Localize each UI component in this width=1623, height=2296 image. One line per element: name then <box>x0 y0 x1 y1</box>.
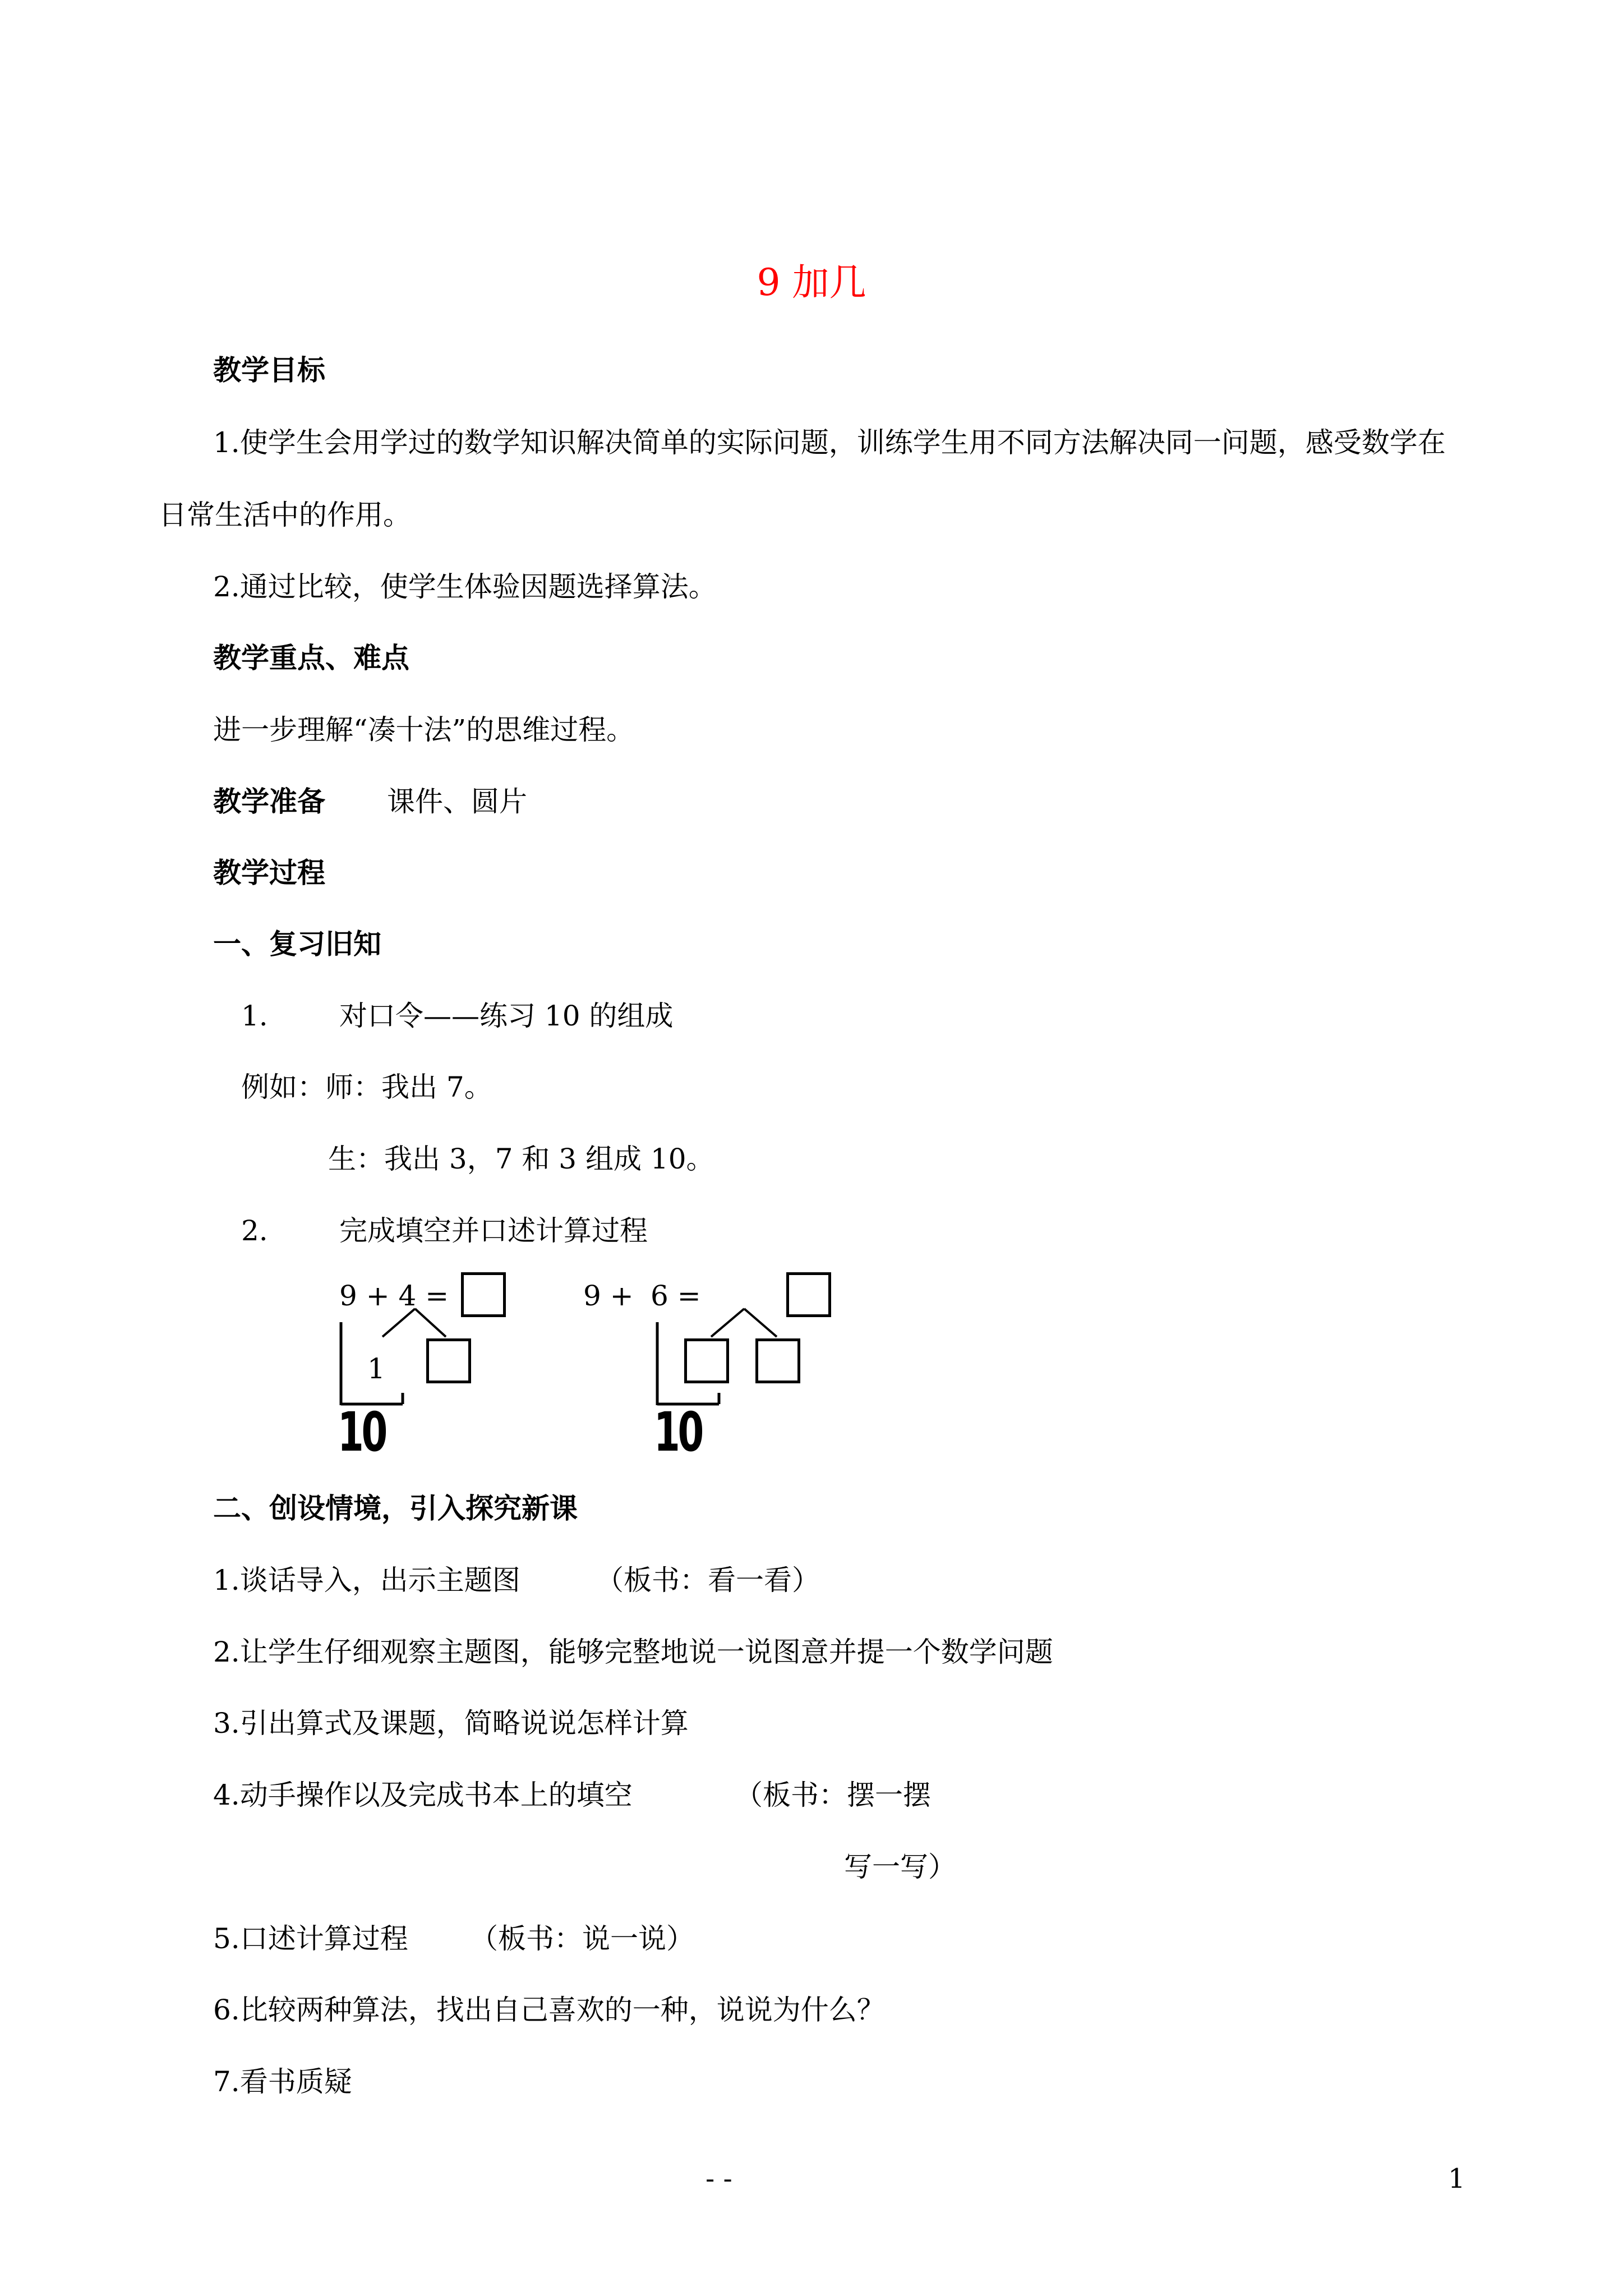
review-item2-text: 完成填空并口述计算过程 <box>339 1214 648 1247</box>
footer-center: - - <box>706 2163 732 2194</box>
right-part-box-1[interactable] <box>684 1338 729 1383</box>
new-lesson-step4-note-line1: （板书：摆一摆 <box>735 1779 931 1811</box>
prep-heading: 教学准备 <box>213 785 325 818</box>
key-heading: 教学重点、难点 <box>213 641 409 674</box>
right-expression-b: 6 = <box>651 1280 701 1312</box>
new-lesson-step2: 2.让学生仔细观察主题图，能够完整地说一说图意并提一个数学问题 <box>213 1636 1053 1668</box>
left-answer-box[interactable] <box>461 1272 506 1317</box>
right-split-line-a <box>711 1309 744 1337</box>
page-title: 9 加几 <box>757 261 866 304</box>
goal-1-line1: 1.使学生会用学过的数学知识解决简单的实际问题，训练学生用不同方法解决同一问题，感受数学在 <box>213 426 1446 459</box>
right-expression-a: 9 + <box>583 1280 634 1312</box>
prep-text: 课件、圆片 <box>387 785 527 818</box>
left-part-value: 1 <box>367 1352 385 1385</box>
new-lesson-step3: 3.引出算式及课题，简略说说怎样计算 <box>213 1707 689 1740</box>
left-part-box[interactable] <box>426 1338 471 1383</box>
left-ten: 10 <box>338 1401 386 1464</box>
review-item1-text: 对口令——练习 10 的组成 <box>339 1000 674 1032</box>
review-item2-number: 2. <box>241 1214 268 1247</box>
right-split-line-b <box>744 1309 777 1337</box>
new-lesson-step5-note: （板书：说一说） <box>470 1922 694 1955</box>
new-lesson-step4: 4.动手操作以及完成书本上的填空 <box>213 1779 633 1811</box>
goal-heading: 教学目标 <box>213 353 325 386</box>
new-lesson-step5: 5.口述计算过程 <box>213 1922 408 1955</box>
new-lesson-step6: 6.比较两种算法，找出自己喜欢的一种，说说为什么？ <box>213 1994 885 2026</box>
goal-1-line2: 日常生活中的作用。 <box>159 499 411 531</box>
review-example-line1: 例如：师：我出 7。 <box>241 1071 492 1103</box>
page-number: 1 <box>1448 2163 1465 2194</box>
new-lesson-step1: 1.谈话导入，出示主题图 <box>213 1564 520 1596</box>
review-item1-number: 1. <box>241 1000 268 1032</box>
right-answer-box[interactable] <box>786 1272 831 1317</box>
review-heading: 一、复习旧知 <box>213 927 381 960</box>
review-example-line2: 生：我出 3，7 和 3 组成 10。 <box>328 1143 714 1175</box>
right-part-box-2[interactable] <box>755 1338 800 1383</box>
new-lesson-step4-note-line2: 写一写） <box>844 1851 956 1883</box>
goal-2: 2.通过比较，使学生体验因题选择算法。 <box>213 570 717 603</box>
process-heading: 教学过程 <box>213 856 325 889</box>
new-lesson-step1-note: （板书：看一看） <box>596 1564 820 1596</box>
key-text: 进一步理解“凑十法”的思维过程。 <box>213 714 635 746</box>
right-ten: 10 <box>654 1401 702 1464</box>
left-expression: 9 + 4 = <box>339 1280 449 1312</box>
new-lesson-heading: 二、创设情境，引入探究新课 <box>213 1492 578 1525</box>
new-lesson-step7: 7.看书质疑 <box>213 2065 352 2098</box>
